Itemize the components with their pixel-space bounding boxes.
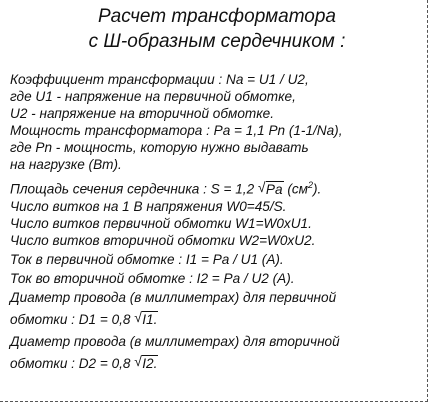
unit-exponent: 2 [307, 180, 313, 190]
u1-description: где U1 - напряжение на первичной обмотке, [10, 89, 296, 104]
sqrt-i1 [134, 311, 158, 328]
pn-description: где Pn - мощность, которую нужно выдавать [10, 140, 309, 155]
secondary-turns: Число витков вторичной обмотки W2=W0xU2. [10, 233, 316, 248]
radicand-i1: I1. [142, 312, 158, 327]
secondary-wire-diameter-label: Диаметр провода (в миллиметрах) для вторичной [10, 334, 340, 349]
power-formula: Мощность трансформатора : Pa = 1,1 Pn (1-1/Na), [10, 123, 343, 138]
core-area-formula [10, 177, 321, 198]
primary-wire-diameter-formula [10, 311, 158, 328]
primary-wire-diameter-label: Диаметр провода (в миллиметрах) для первичной [10, 290, 337, 305]
primary-current: Ток в первичной обмотке : I1 = Pa / U1 (A). [10, 252, 284, 267]
core-area-prefix: Площадь сечения сердечника : S = 1,2 [10, 181, 258, 197]
transformation-ratio-text: Коэффициент трансформации : Na = U1 / U2, [10, 72, 309, 87]
secondary-current: Ток во вторичной обмотке : I2 = Pa / U2 (A). [10, 271, 295, 286]
load-unit: на нагрузке (Вт). [10, 157, 122, 172]
secondary-wire-diameter-formula [10, 355, 158, 372]
primary-turns: Число витков первичной обмотки W1=W0xU1. [10, 216, 312, 231]
turns-per-volt: Число витков на 1 В напряжения W0=45/S. [10, 199, 287, 214]
unit-open: (см [283, 181, 308, 197]
radical-sign: √ [134, 353, 142, 369]
u2-description: U2 - напряжение на вторичной обмотке. [10, 106, 274, 121]
title-line-1: Расчет трансформатора [97, 6, 337, 27]
radical-sign: √ [134, 309, 142, 325]
radicand-pa: Pa [265, 181, 283, 197]
sqrt-i2 [134, 355, 158, 372]
primary-diameter-prefix: обмотки : D1 = 0,8 [10, 312, 135, 327]
radical-sign: √ [257, 178, 266, 195]
secondary-diameter-prefix: обмотки : D2 = 0,8 [10, 356, 135, 371]
unit-close: ). [313, 181, 322, 197]
sqrt-pa [257, 178, 284, 198]
radicand-i2: I2. [142, 356, 158, 371]
title-line-2: с Ш-образным сердечником : [88, 31, 346, 52]
